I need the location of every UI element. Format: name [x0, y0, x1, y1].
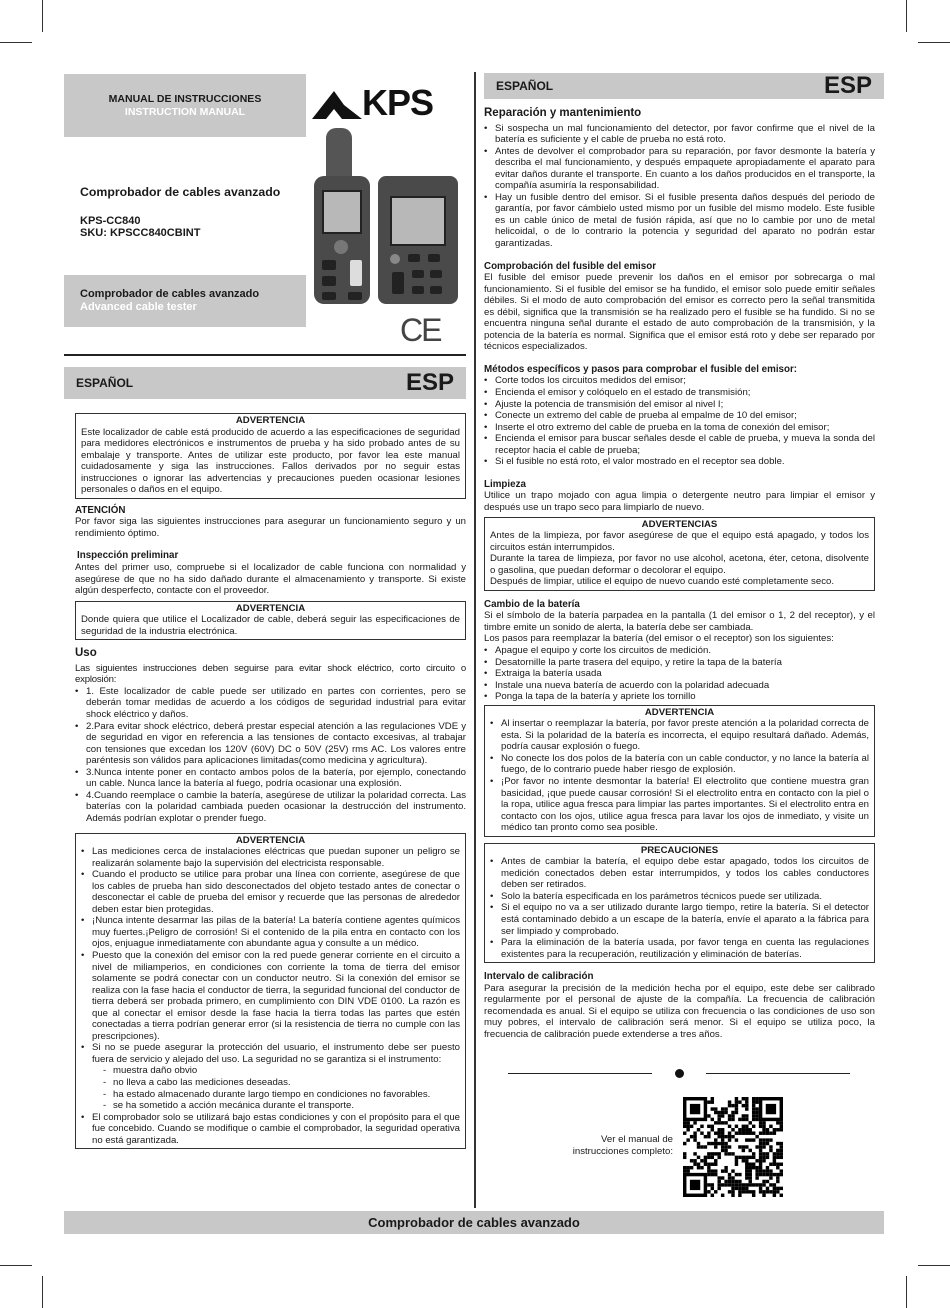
list-item: • Si el fusible no está roto, el valor mostrado en el receptor sea doble. — [484, 456, 875, 468]
list-item: • Desatornille la parte trasera del equipo, y retire la tapa de la batería — [484, 657, 875, 669]
language-bar-right — [484, 73, 884, 99]
list-item: • Encienda el emisor para buscar señales desde el cable de prueba, y mueva la sonda del receptor hacia el cable de prueba; — [484, 433, 875, 456]
product-image — [312, 128, 462, 308]
uso-intro: Las siguientes instrucciones deben seguirse para evitar shock eléctrico, corto circuito o explosión: — [75, 662, 466, 686]
kps-logo — [312, 82, 457, 123]
divider — [64, 354, 466, 356]
list-item: • ¡Nunca intente desarmar las pilas de la batería! La batería contiene agentes químicos muy fuertes.¡Peligro de corrosión! Si el contenido de la pila entra en contacto con los ojos, enjuague inmediatamente con abundante agua y consulte a un médico. — [81, 915, 460, 950]
divider-line — [706, 1073, 850, 1074]
list-item: • Si no se puede asegurar la protección del usuario, el instrumento debe ser puesto fuera de servicio y alejado del uso. La seguridad no se garantiza si el instrumento: — [81, 1042, 460, 1065]
warning-title: ADVERTENCIA — [235, 415, 306, 426]
crop-mark — [918, 42, 950, 43]
bateria-text: Si el símbolo de la batería parpadea en la pantalla (1 del emisor o 1, 2 del receptor), y el timbre emite un sonido de alerta, la batería debe ser cambiada. — [484, 610, 875, 633]
subtitle-es: Comprobador de cables avanzado — [80, 288, 260, 300]
section-heading-bateria: Cambio de la batería — [484, 598, 580, 610]
column-separator — [474, 72, 476, 1208]
footer-bar — [64, 1211, 884, 1234]
list-item: • Ponga la tapa de la batería y apriete los tornillo — [484, 691, 875, 703]
list-item: • Antes de cambiar la batería, el equipo debe estar apagado, todos los circuitos de medición conectados deben estar interrumpidos, y todos los cables conductores deben ser retirados. — [490, 856, 869, 891]
warning-box-bateria — [484, 705, 875, 837]
model-number: KPS-CC840 — [80, 215, 141, 227]
list-item: • Encienda el emisor y colóquelo en el estado de transmisión; — [484, 387, 875, 399]
list-item: • Cuando el producto se utilice para probar una línea con corriente, asegúrese de que los cables de prueba han sido desconectados del objeto testado antes de conectar o desconectar el cable de prueba del emisor y recuerde que las personas de alrededor deben estar bien protegidas. — [81, 869, 460, 915]
sub-list-item: - no lleva a cabo las mediciones deseadas. — [81, 1077, 460, 1089]
product-title: Comprobador de cables avanzado — [80, 185, 281, 199]
divider-line — [508, 1073, 652, 1074]
left-column — [75, 408, 466, 1155]
list-item: • ¡Por favor no intente desmontar la batería! El electrolito que contiene muestra gran basicidad, ¡que puede causar corrosión! Si el electrolito entra en contacto con la piel o la ropa, utilice agua fresca para limpiar las partes importantes. Si el electrolito entra en contacto con los ojos, utilice agua fresca para lavar los ojos de inmediato, y visite un médico tan pronto como sea posible. — [490, 776, 869, 834]
warning-title: ADVERTENCIA — [644, 706, 715, 718]
warning-text: Este localizador de cable está producido de acuerdo a las especificaciones de seguridad para medidores electrónicos e instrumentos de prueba y ha sido probado antes de su embalaje y transporte. Antes de utilizar este producto, por favor lea este manual cuidadosamente y siga las instrucciones. Fallos derivados por no seguir estas instrucciones o ignorar las advertencias y precauciones pueden ocasionar lesiones personales o daños en el equipo. — [81, 426, 460, 496]
kps-logo-text: KPS — [362, 82, 434, 123]
sub-list-item: - se ha sometido a acción mecánica durante el transporte. — [81, 1100, 460, 1112]
list-item: • Ajuste la potencia de transmisión del emisor al nivel I; — [484, 399, 875, 411]
section-heading-fusible: Comprobación del fusible del emisor — [484, 260, 657, 272]
section-heading-calibracion: Intervalo de calibración — [484, 971, 594, 983]
section-heading-reparacion: Reparación y mantenimiento — [484, 107, 642, 119]
list-item: • Las mediciones cerca de instalaciones eléctricas que puedan suponer un peligro se realizarán solamente bajo la supervisión del electricista responsable. — [81, 846, 460, 869]
warning-title: ADVERTENCIA — [235, 602, 306, 614]
list-item: • Corte todos los circuitos medidos del emisor; — [484, 375, 875, 387]
warning-title: ADVERTENCIA — [235, 834, 306, 846]
manual-title-es: MANUAL DE INSTRUCCIONES — [108, 93, 262, 105]
list-item: • El comprobador solo se utilizará bajo estas condiciones y con el propósito para el que fue concebido. Cuando se modifique o cambie el comprobador, la seguridad operativa no está garantizada. — [81, 1112, 460, 1147]
uso-list — [75, 686, 466, 825]
manual-title-box — [64, 74, 306, 137]
crop-mark — [0, 42, 32, 43]
sku: SKU: KPSCC840CBINT — [80, 227, 201, 239]
list-item: • 4.Cuando reemplace o cambie la batería, asegúrese de utilizar la polaridad correcta. Las baterías con la polaridad cambiada pueden ocasionar la destrucción del instrumento. Además podrían explotar o prender fuego. — [75, 790, 466, 825]
warning-title: ADVERTENCIAS — [641, 518, 718, 530]
language-code: ESP — [405, 369, 454, 396]
warning-text: Durante la tarea de limpieza, por favor no use alcohol, acetona, éter, cetona, disolvente o gasolina, que puedan deformar o decolorar el equipo. — [490, 553, 869, 576]
crop-mark — [906, 1276, 907, 1308]
list-item: • 1. Este localizador de cable puede ser utilizado en partes con corrientes, pero se deberán tomar medidas de acuerdo a los códigos de seguridad industrial para evitar shock eléctrico y daños. — [75, 686, 466, 721]
list-item: • Instale una nueva batería de acuerdo con la polaridad adecuada — [484, 680, 875, 692]
list-item: • 2.Para evitar shock eléctrico, deberá prestar especial atención a las regulaciones VDE y de seguridad en vigor en referencia a las tensiones de contacto excesivas, al trabajar con tensiones que excedan los 120V (60V) DC o 50V (25V) rms AC. Los valores entre paréntesis son válidos para aplicaciones limitadas(como medicina y agricultura). — [75, 721, 466, 767]
language-bar-left — [64, 367, 466, 399]
ce-mark: CE — [400, 312, 441, 348]
divider-dot — [675, 1069, 684, 1078]
section-heading-uso: Uso — [75, 647, 97, 660]
list-item: • Conecte un extremo del cable de prueba al empalme de 10 del emisor; — [484, 410, 875, 422]
calibracion-text: Para asegurar la precisión de la medición hecha por el equipo, este debe ser calibrado regularmente por el personal de ajuste de la compañía. La frecuencia de calibración recomendada es anual. Si el equipo se utiliza con frecuencia o las condiciones de uso son muy pobres, el intervalo de calibración será menor. Si el equipo se utiliza poco, la frecuencia de calibración puede extenderse a tres años. — [484, 982, 875, 1040]
warning-text: Después de limpiar, utilice el equipo de nuevo cuando esté completamente seco. — [490, 576, 834, 588]
qr-code[interactable] — [683, 1097, 783, 1197]
receiver-device — [314, 176, 370, 304]
precautions-title: PRECAUCIONES — [640, 844, 719, 856]
crop-mark — [0, 1265, 32, 1266]
warning-box-3 — [75, 833, 466, 1150]
warning-text: Antes de la limpieza, por favor asegúrese de que el equipo está apagado, y todos los circuitos están interrumpidos. — [490, 530, 869, 553]
list-item: • Para la eliminación de la batería usada, por favor tenga en cuenta las regulaciones existentes para la recuperación, reutilización y eliminación de baterías. — [490, 937, 869, 960]
transmitter-device — [378, 176, 458, 304]
warning-box-limpieza — [484, 517, 875, 591]
crop-mark — [906, 0, 907, 32]
warning-text: Donde quiera que utilice el Localizador de cable, deberá seguir las especificaciones de seguridad de la industria electrónica. — [81, 614, 460, 637]
section-heading-limpieza: Limpieza — [484, 478, 526, 490]
qr-label-line: instrucciones completo: — [572, 1145, 673, 1157]
language-label: ESPAÑOL — [76, 376, 134, 390]
crop-mark — [42, 0, 43, 32]
list-item: • Inserte el otro extremo del cable de prueba en la toma de conexión del emisor; — [484, 422, 875, 434]
sub-list-item: - ha estado almacenado durante largo tiempo en condiciones no favorables. — [81, 1089, 460, 1101]
crop-mark — [918, 1265, 950, 1266]
list-item: • 3.Nunca intente poner en contacto ambos polos de la batería, por ejemplo, conectando un cable. Nunca lance la batería al fuego, podría ocasionar una explosión. — [75, 767, 466, 790]
language-code: ESP — [823, 72, 872, 99]
limpieza-text: Utilice un trapo mojado con agua limpia o detergente neutro para limpiar el emisor y después use un trapo seco para limpiarlo de nuevo. — [484, 490, 875, 513]
section-heading-atencion: ATENCIÓN — [75, 504, 126, 516]
list-item: • Antes de devolver el comprobador para su reparación, por favor desmonte la batería y describa el mal funcionamiento, y después empaquete apropiadamente el aparato para evitar daños durante el transporte. En cuanto a los daños producidos en el transporte, la compañía asumiría la responsabilidad. — [484, 146, 875, 192]
list-item: • Si sospecha un mal funcionamiento del detector, por favor confirme que el nivel de la batería es suficiente y el cable de prueba no está roto. — [484, 123, 875, 146]
list-item: • Extraiga la batería usada — [484, 668, 875, 680]
warning-box-1 — [75, 413, 466, 499]
list-item: • Solo la batería especificada en los parámetros técnicos puede ser utilizada. — [490, 891, 869, 903]
list-item: • Hay un fusible dentro del emisor. Si el fusible presenta daños después del periodo de garantía, por favor cámbielo usted mismo por un fusible del mismo modelo. Este fusible es un cable único de metal de fusión rápida, así que no lo cambie por uno de metal helicoidal, o de lo contrario la potencia y seguridad del aparato no podrán estar garantizadas. — [484, 192, 875, 250]
subtitle-en: Advanced cable tester — [80, 301, 197, 313]
list-item: • No conecte los dos polos de la batería con un cable conductor, y no lance la batería al fuego, de lo contrario puede haber riesgo de explosión. — [490, 753, 869, 776]
list-item: • Si el equipo no va a ser utilizado durante largo tiempo, retire la batería. Si el detector está contaminado debido a un escape de la batería, envíe el aparato a la fábrica para ser limpiado y comprobado. — [490, 902, 869, 937]
manual-title-en: INSTRUCTION MANUAL — [124, 106, 246, 118]
list-item: • Puesto que la conexión del emisor con la red puede generar corriente en el circuito a nivel de miliamperios, en condiciones con corriente la toma de tierra del emisor solamente se podrá conectar con un conductor neutro. Si la conexión del emisor se realiza con la fase hacia el conductor de tierra, la seguridad funcional del conductor de tierra deberá ser probada primero, en cumplimiento con DIN VDE 0100. La razón es que al conectar el emisor desde la fase hacia la tierra todas las partes que estén conectadas a tierra podrían generar error (si la resistencia de tierra no cumple con las prescripciones). — [81, 950, 460, 1042]
fusible-text: El fusible del emisor puede prevenir los daños en el emisor por sobrecarga o mal funcionamiento. Si el fusible del emisor se ha fundido, el emisor solo puede emitir señales débiles. Si el modo de auto comprobación del emisor es correcto pero la señal transmitida es débil, significa que la transmisión se ha realizado pero el fusible se ha fundido. Si no se encuentra ninguna señal durante el estado de auto comprobación de la transmisión, y la potencia de la batería es normal. Significa que el emisor está roto y debe ser reparado por técnicos especializados. — [484, 272, 875, 353]
subtitle-box — [64, 275, 306, 327]
language-label: ESPAÑOL — [496, 79, 554, 93]
atencion-text: Por favor siga las siguientes instrucciones para asegurar un funcionamiento seguro y un rendimiento óptimo. — [75, 516, 466, 539]
list-item: • Al insertar o reemplazar la batería, por favor preste atención a la polaridad correcta de esta. Si la polaridad de la batería es incorrecta, el equipo resultará dañado. Además, podría causar explosión o fuego. — [490, 718, 869, 753]
sub-list-item: - muestra daño obvio — [81, 1065, 460, 1077]
bateria-text: Los pasos para reemplazar la batería (del emisor o el receptor) son los siguientes: — [484, 633, 834, 645]
right-column — [484, 108, 875, 1040]
precautions-box — [484, 843, 875, 963]
qr-label — [560, 1134, 673, 1157]
inspeccion-text: Antes del primer uso, compruebe si el localizador de cable funciona con normalidad y asegúrese de que no ha sido dañado durante el almacenamiento y transporte. Si existe algún desperfecto, contacte con el proveedor. — [75, 562, 466, 597]
footer-title: Comprobador de cables avanzado — [368, 1215, 580, 1230]
qr-label-line: Ver el manual de — [601, 1134, 673, 1145]
section-heading-metodos: Métodos específicos y pasos para comprobar el fusible del emisor: — [484, 363, 798, 375]
section-heading-inspeccion: Inspección preliminar — [77, 550, 179, 562]
list-item: • Apague el equipo y corte los circuitos de medición. — [484, 645, 875, 657]
warning-box-2 — [75, 601, 466, 641]
crop-mark — [42, 1276, 43, 1308]
